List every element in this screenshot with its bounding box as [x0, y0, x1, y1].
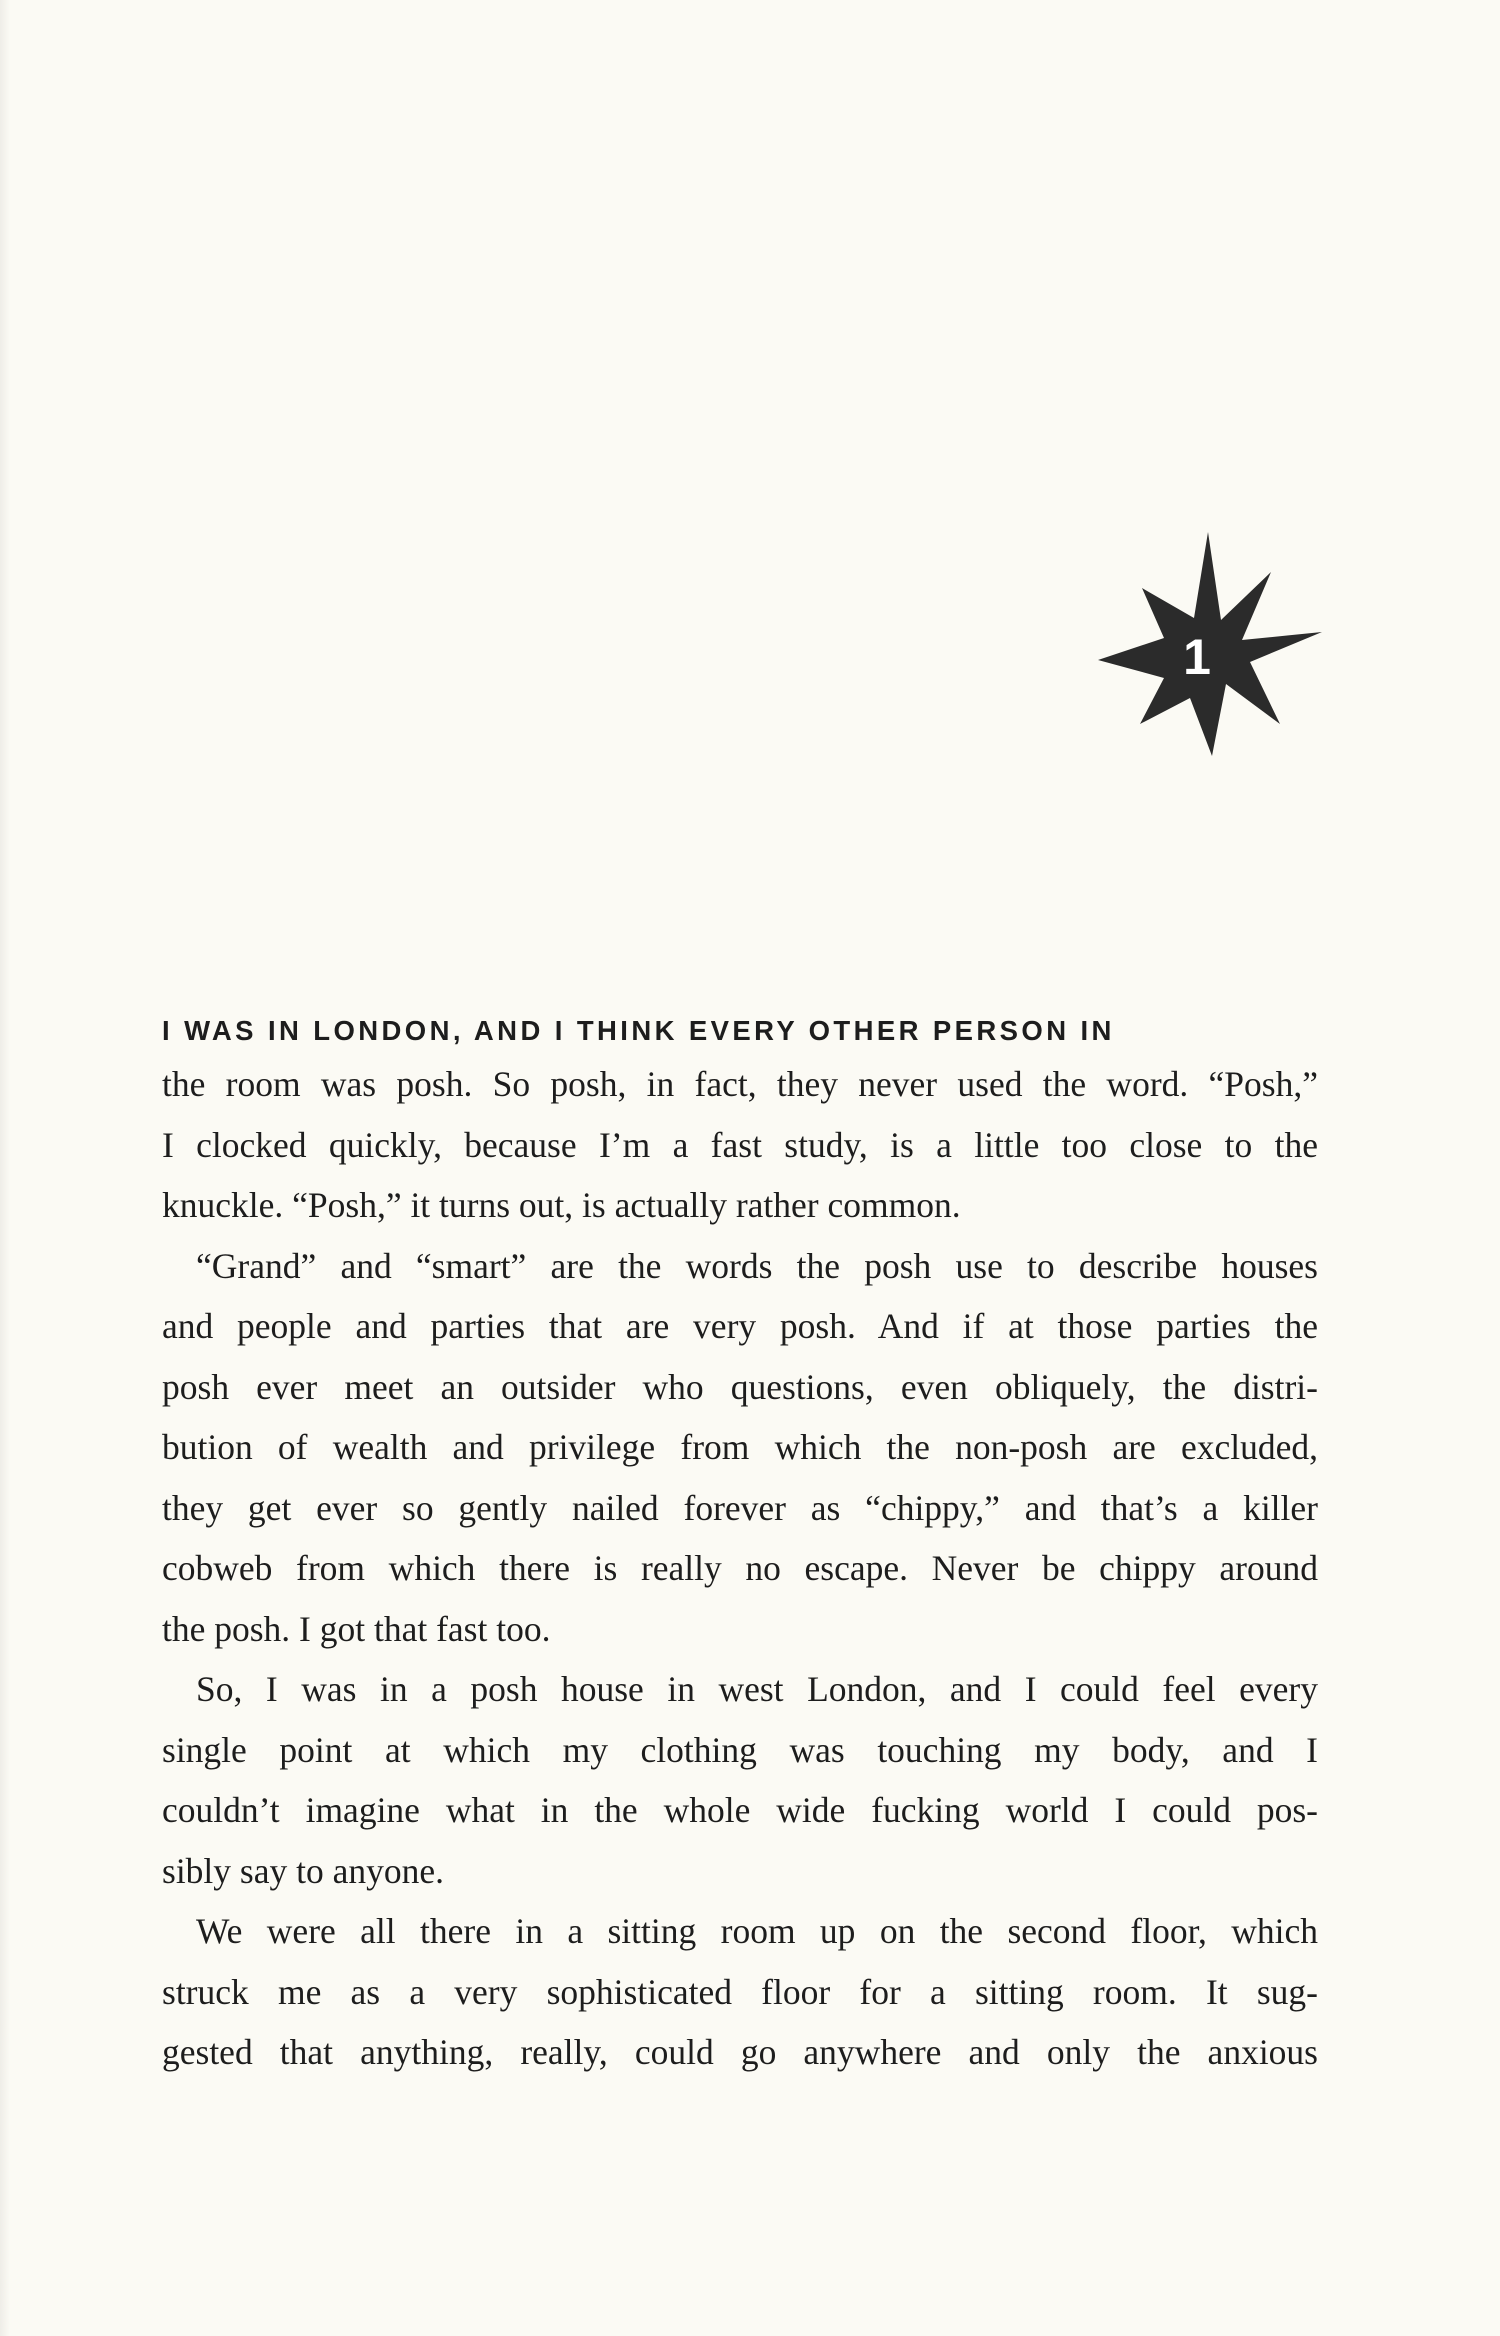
- body-line: bution of wealth and privilege from which the non-posh are excluded,: [162, 1427, 1318, 1467]
- paragraph-first-line: We were all there in a sitting room up on the second floor, which: [196, 1911, 1318, 1951]
- paragraph-first-line: “Grand” and “smart” are the words the posh use to describe houses: [196, 1245, 1318, 1286]
- body-line: single point at which my clothing was touching my body, and I: [162, 1729, 1318, 1770]
- body-line: and people and parties that are very posh. And if at those parties the: [162, 1306, 1318, 1346]
- paragraph-first-line: So, I was in a posh house in west London, and I could feel every: [196, 1669, 1318, 1709]
- body-line: struck me as a very sophisticated floor for a sitting room. It sug-: [162, 1971, 1318, 2012]
- body-line: sibly say to anyone.: [162, 1850, 444, 1891]
- chapter-body: [162, 1008, 1318, 2083]
- body-line: knuckle. “Posh,” it turns out, is actually rather common.: [162, 1185, 961, 1225]
- body-line: the room was posh. So posh, in fact, they never used the word. “Posh,”: [162, 1064, 1318, 1104]
- chapter-opening-caps: I WAS IN LONDON, AND I THINK EVERY OTHER PERSON IN: [162, 1015, 1115, 1046]
- star-burst-icon: [1090, 528, 1326, 764]
- body-line: gested that anything, really, could go anywhere and only the anxious: [162, 2032, 1318, 2072]
- page-edge-shadow: [0, 0, 10, 2336]
- chapter-number: 1: [1183, 629, 1211, 685]
- body-line: posh ever meet an outsider who questions, even obliquely, the distri-: [162, 1366, 1318, 1407]
- body-line: I clocked quickly, because I’m a fast study, is a little too close to the: [162, 1124, 1318, 1165]
- chapter-number-star: [1090, 528, 1326, 764]
- body-line: the posh. I got that fast too.: [162, 1608, 551, 1649]
- body-line: they get ever so gently nailed forever as “chippy,” and that’s a killer: [162, 1487, 1318, 1528]
- body-line: couldn’t imagine what in the whole wide fucking world I could pos-: [162, 1790, 1318, 1830]
- body-line: cobweb from which there is really no escape. Never be chippy around: [162, 1548, 1318, 1588]
